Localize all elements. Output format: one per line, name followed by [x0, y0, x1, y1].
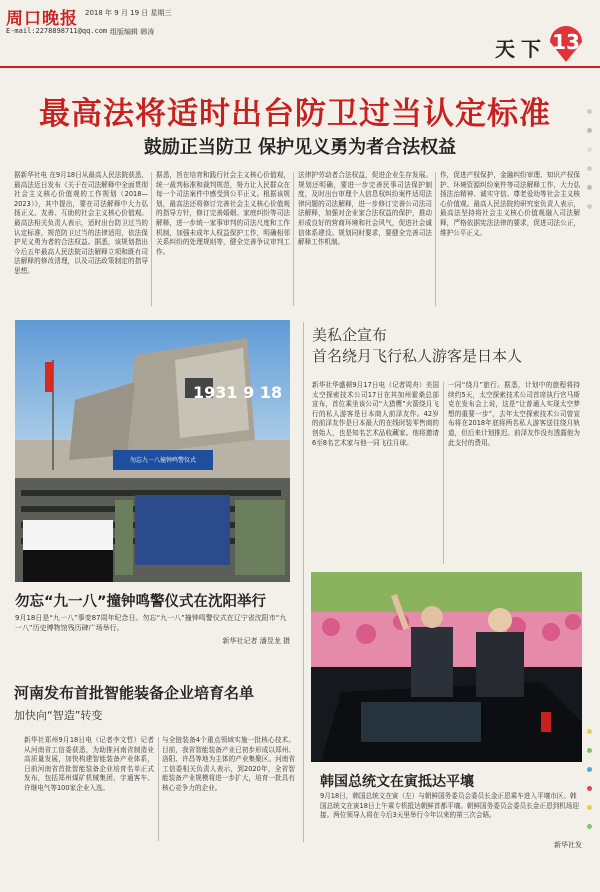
ceremony-banner: 勿忘九一八撞钟鸣警仪式 — [129, 457, 196, 464]
edge-dots-bottom — [586, 720, 598, 834]
page-number: 13 — [552, 30, 580, 54]
lead-column-3: 法律护劳动者合法权益，促进企业生存发展。规划还明确，要进一步完善民事司法保护制度，及时出台审理个人信息权纠纷案件适用法律问题的司法解释，进一步修订完善公司法司法解释，加强对企业家合法权益的保护，推动形成良好的营商环境和社会风气，促进社会诚信体系建设。规划同时要求，要健全完善司法解释工作机制。 — [298, 171, 432, 247]
korea-photo-graphic — [311, 572, 582, 762]
korea-caption: 9月18日，韩国总统文在寅（左）与朝鲜国务委员会委员长金正恩乘车进入平壤市区。韩国总统文在寅18日上午乘专机抵达朝鲜首都平壤。朝鲜国务委员会委员长金正恩到机场迎接。两位领导人将在今后3天里举行今年以来的第三次会晤。 — [320, 792, 579, 820]
contact-email[interactable]: E-mail:2278898711@qq.com — [6, 27, 108, 35]
memorial-caption-title: 勿忘“九一八”撞钟鸣警仪式在沈阳举行 — [15, 594, 267, 610]
henan-subhead: 加快向“智造”转变 — [14, 709, 103, 722]
layout-editor: 组版编辑 韩涛 — [110, 28, 155, 36]
lead-column-1: 据新华社电 在9月18日从最高人民法院获悉，最高法近日发布《关于在司法解释中全面贯彻社会主义核心价值观的工作规划（2018—2023）》，其中提出，要在司法解释中大力弘扬正义、友善、互助的社会主义核心价值观。最高法相关负责人表示，适时出台防卫过当的认定标准，规范防卫过当的法律适用，依法保护见义勇为者的合法权益。据悉，该规划指出今后五年最高人民法院司法解释立项和既有司法解释的修改清理，以及司法政策制定的指导思想。 — [14, 171, 148, 275]
column-divider — [435, 172, 436, 306]
masthead-logo: 周口晚报 — [6, 9, 78, 29]
henan-headline: 河南发布首批智能装备企业培育名单 — [14, 684, 255, 702]
lead-subhead: 鼓励正当防卫 保护见义勇为者合法权益 — [143, 137, 457, 158]
section-title: 天下 — [495, 37, 547, 61]
monument-number: 1931 9 18 — [193, 383, 283, 402]
memorial-photo — [15, 320, 290, 582]
lead-column-4: 作，促进产权保护，金融纠纷审理、知识产权保护、环境资源纠纷案件等司法解释工作，大力弘扬法治精神、诚实守信、尊老爱幼等社会主义核心价值观。最高人民法院的研究室负责人表示，最高法坚持将社会主义核心价值观融入司法解释，严格依据宪法法律的要求，促进司法公正，维护公平正义。 — [440, 171, 580, 237]
moon-headline-1: 美私企宣布 — [312, 326, 388, 344]
korea-photo — [311, 572, 582, 762]
henan-column-2: 与全链装备4个重点领域实施一批核心技术。目前，我省智能装备产业已初步形成以郑州、洛阳、许昌等地为主体的产业集聚区。河南省工信委相关负责人表示，到2020年，全省智能装备产业规模将进一步扩大，培育一批具有核心竞争力的企业。 — [162, 736, 295, 792]
lead-headline: 最高法将适时出台防卫过当认定标准 — [39, 96, 551, 132]
moon-column-1: 新华社华盛顿9月17日电（记者周舟）美国太空探索技术公司17日在其加州霍桑总部宣布，首位乘坐该公司“大猎鹰”火箭绕月飞行的私人游客是日本商人前泽友作。42岁的前泽友作是日本最大的在线时装零售商的创始人，也是知名艺术品收藏家。他将邀请6至8名艺术家与他一同飞往月球。 — [312, 381, 439, 447]
column-divider — [293, 172, 294, 306]
column-divider — [151, 172, 152, 306]
moon-headline-2: 首名绕月飞行私人游客是日本人 — [312, 347, 523, 365]
korea-headline: 韩国总统文在寅抵达平壤 — [320, 774, 474, 790]
memorial-credit: 新华社记者 潘昱龙 摄 — [222, 637, 290, 645]
memorial-photo-graphic — [15, 320, 290, 582]
korea-credit: 新华社发 — [554, 841, 582, 849]
henan-column-1: 新华社郑州9月18日电（记者李文哲）记者从河南省工信委获悉，为助推河南省制造业高质量发展，加快构建智能装备产业体系，日前河南省首批智能装备企业培育名单正式发布，包括郑州煤矿机械集团、宇通客车、许继电气等100家企业入选。 — [24, 736, 154, 792]
issue-date: 2018 年 9 月 19 日 星期三 — [85, 9, 172, 17]
moon-column-2: 一同“绕月”旅行。据悉，计划中的旅程将持续约5天，太空探索技术公司首席执行官马斯克在发布会上说，这是“让普通人实现太空梦想的重要一步”，去年太空探索技术公司曾宣布将在2018年底将两名私人游客送往绕月轨道，但后来计划推迟。前泽友作没有透露他为此支付的费用。 — [448, 381, 580, 447]
masthead-rule — [0, 66, 600, 68]
column-divider — [158, 737, 159, 841]
section-divider — [303, 322, 304, 842]
lead-column-2: 据悉，旨在培育和践行社会主义核心价值观，统一裁判标准和裁判规范，努力让人民群众在每一个司法案件中感受到公平正义。根据该规划，最高法还将修订完善社会主义核心价值观的指导方针，修订完善婚姻、家庭纠纷等司法解释，进一步统一家事审判的司法尺度和工作机制，加强未成年人权益保护工作，明确相邻关系纠纷的处理规则等，健全完善争议审判工作。 — [156, 171, 290, 256]
memorial-caption: 9月18日是“九一八”事变87周年纪念日。勿忘“九一八”撞钟鸣警仪式在辽宁省沈阳市“九一八”历史博物馆残历碑广场举行。 — [15, 614, 287, 632]
column-divider — [443, 382, 444, 564]
